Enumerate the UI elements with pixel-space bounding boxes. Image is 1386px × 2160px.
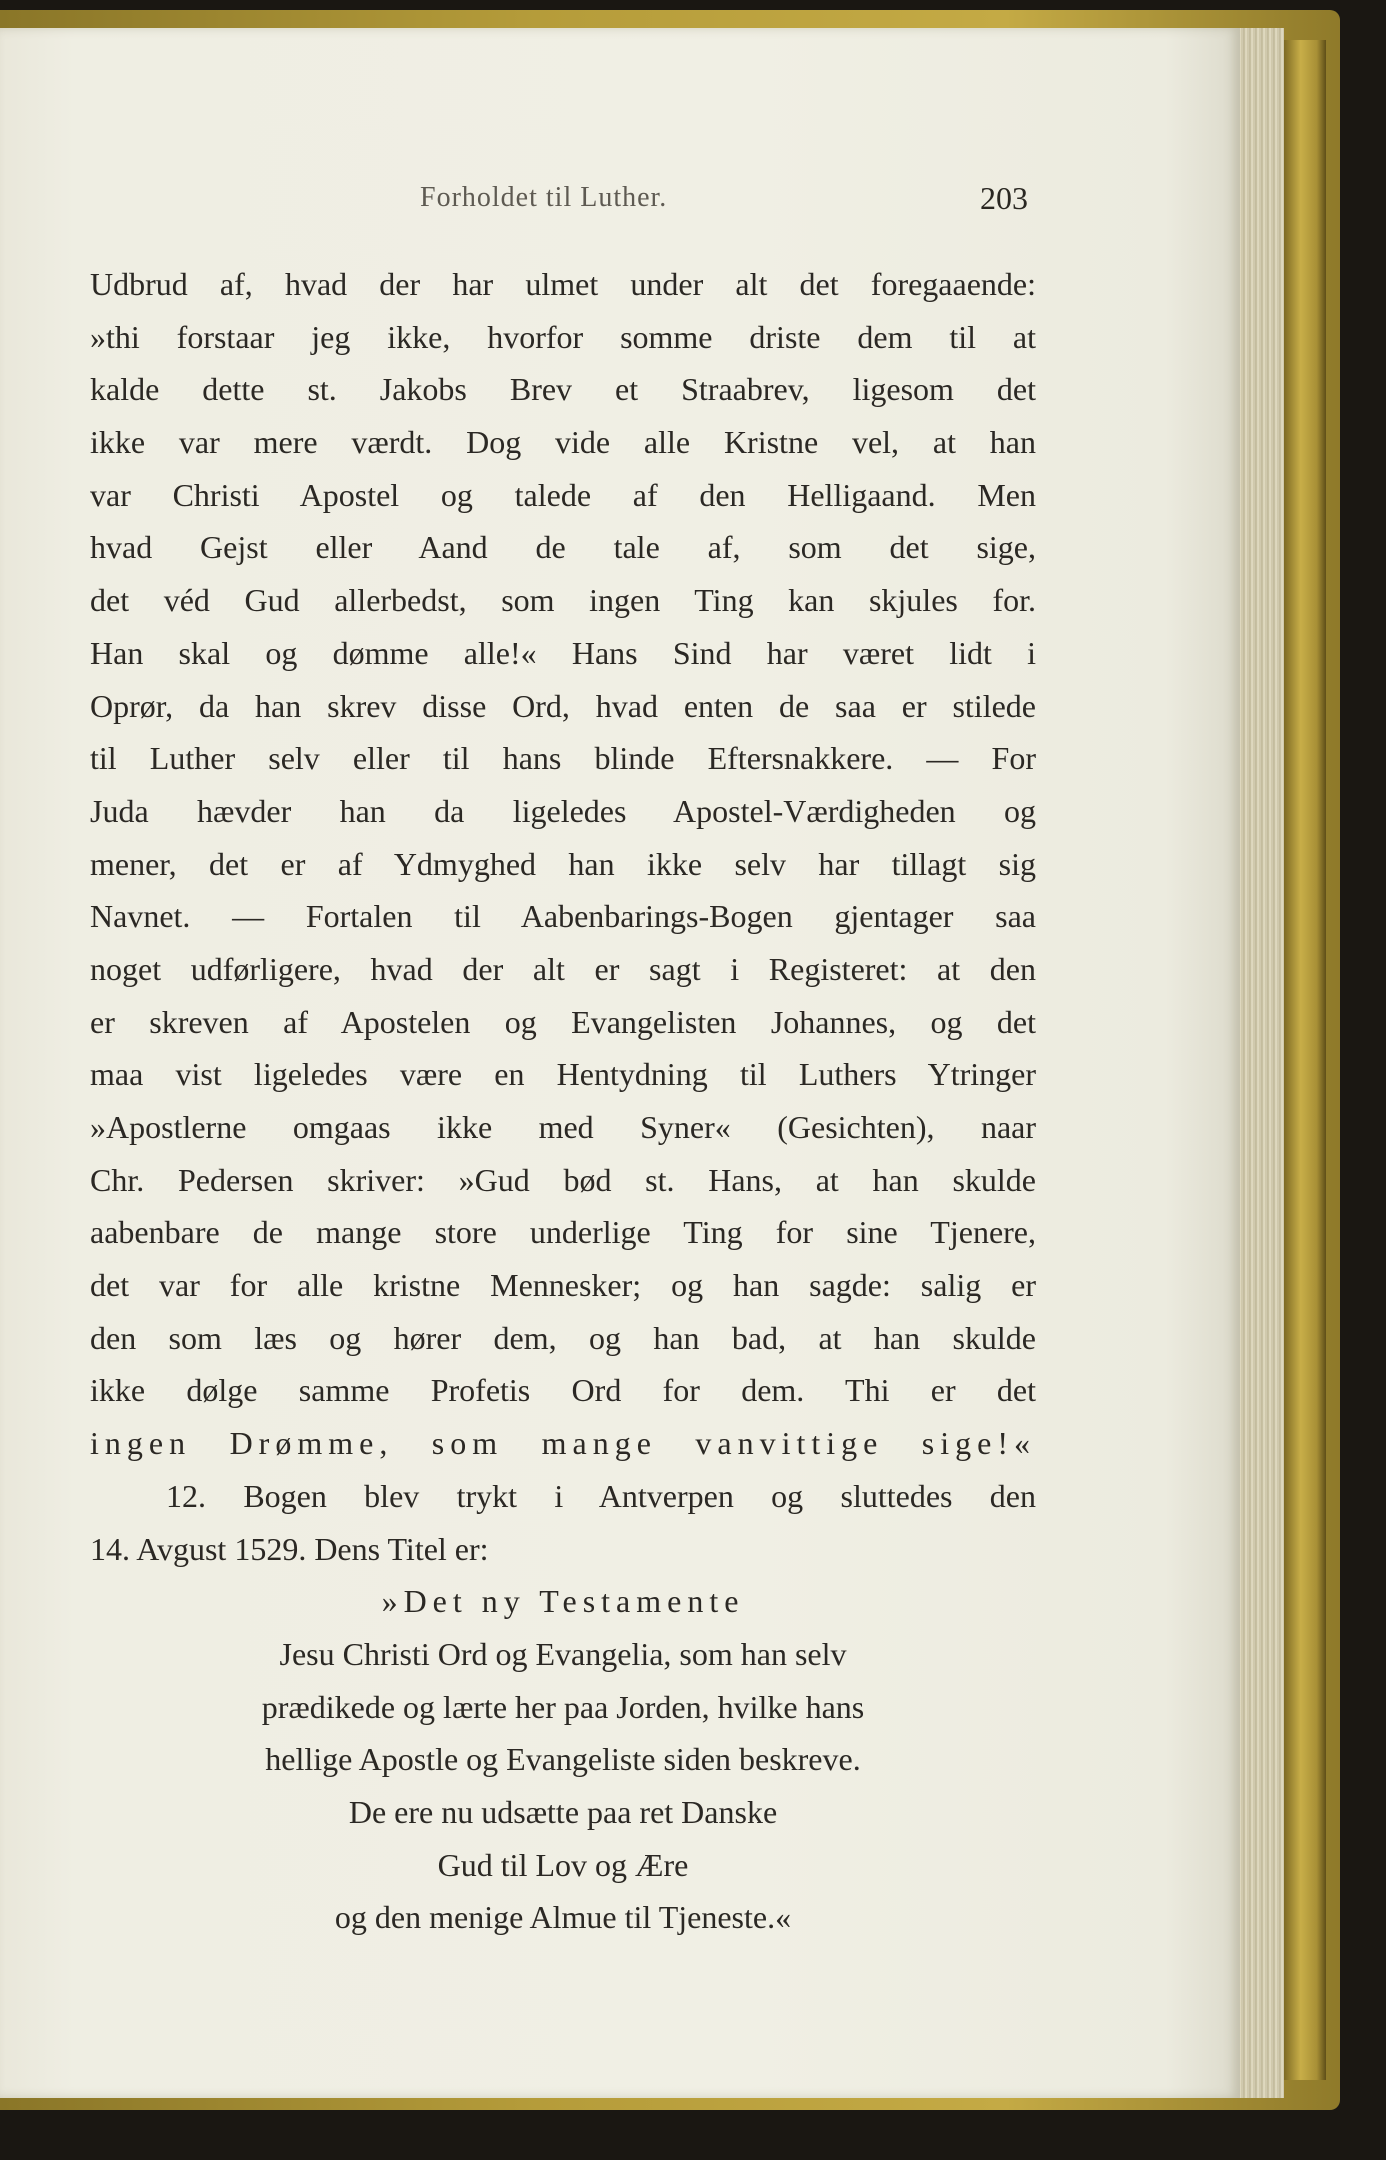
text-line: kalde dette st. Jakobs Brev et Straabrev, ligesom det bbox=[90, 371, 1036, 408]
text-line: ikke var mere værdt. Dog vide alle Kristne vel, at han bbox=[90, 424, 1036, 461]
text-line: Juda hævder han da ligeledes Apostel-Værdigheden og bbox=[90, 792, 1036, 829]
text-line: »thi forstaar jeg ikke, hvorfor somme driste dem til at bbox=[90, 318, 1036, 355]
text-line: »Apostlerne omgaas ikke med Syner« (Gesichten), naar bbox=[90, 1109, 1036, 1145]
text-line: Oprør, da han skrev disse Ord, hvad enten de saa er stilede bbox=[90, 687, 1036, 724]
text-line: var Christi Apostel og talede af den Helligaand. Men bbox=[90, 476, 1036, 513]
title-line: prædikede og lærte her paa Jorden, hvilke hans bbox=[261, 1688, 865, 1725]
text-line: hvad Gejst eller Aand de tale af, som det sige, bbox=[90, 529, 1036, 566]
text-line: 14. Avgust 1529. Dens Titel er: bbox=[90, 1530, 489, 1567]
text-line: mener, det er af Ydmyghed han ikke selv har tillagt sig bbox=[90, 845, 1036, 882]
cover-spine-edge bbox=[1280, 40, 1326, 2080]
text-line: er skreven af Apostelen og Evangelisten Johannes, og det bbox=[90, 1003, 1036, 1040]
text-line: Chr. Pedersen skriver: »Gud bød st. Hans, at han skulde bbox=[90, 1161, 1036, 1198]
book-page bbox=[0, 28, 1240, 2098]
page-number: 203 bbox=[980, 180, 1028, 216]
text-line: aabenbare de mange store underlige Ting for sine Tjenere, bbox=[90, 1214, 1036, 1251]
text-line: Navnet. — Fortalen til Aabenbarings-Bogen gjentager saa bbox=[90, 898, 1036, 935]
title-line: og den menige Almue til Tjeneste.« bbox=[334, 1899, 792, 1936]
title-line: hellige Apostle og Evangeliste siden beskreve. bbox=[265, 1741, 861, 1778]
title-line: De ere nu udsætte paa ret Danske bbox=[348, 1793, 778, 1830]
page-edges bbox=[1235, 28, 1284, 2098]
text-line: den som læs og hører dem, og han bad, at han skulde bbox=[90, 1319, 1036, 1356]
text-line: noget udførligere, hvad der alt er sagt i Registeret: at den bbox=[90, 950, 1036, 987]
text-line: det var for alle kristne Mennesker; og han sagde: salig er bbox=[90, 1267, 1036, 1304]
text-line: ingen Drømme, som mange vanvittige sige!« bbox=[90, 1425, 1036, 1462]
text-line: Udbrud af, hvad der har ulmet under alt det foregaaende: bbox=[90, 266, 1036, 302]
text-line: Han skal og dømme alle!« Hans Sind har været lidt i bbox=[90, 634, 1036, 671]
page-header bbox=[0, 178, 1240, 228]
text-line: 12. Bogen blev trykt i Antverpen og sluttedes den bbox=[166, 1477, 1036, 1514]
text-line: det véd Gud allerbedst, som ingen Ting kan skjules for. bbox=[90, 582, 1036, 619]
running-title: Forholdet til Luther. bbox=[420, 182, 668, 213]
title-line: Gud til Lov og Ære bbox=[437, 1846, 689, 1883]
title-line: Jesu Christi Ord og Evangelia, som han selv bbox=[279, 1635, 847, 1672]
text-line: til Luther selv eller til hans blinde Eftersnakkere. — For bbox=[90, 740, 1036, 777]
body-text bbox=[90, 258, 1036, 1944]
title-line: »Det ny Testamente bbox=[381, 1583, 745, 1620]
text-line: ikke dølge samme Profetis Ord for dem. Thi er det bbox=[90, 1372, 1036, 1409]
text-line: maa vist ligeledes være en Hentydning til Luthers Ytringer bbox=[90, 1056, 1036, 1093]
